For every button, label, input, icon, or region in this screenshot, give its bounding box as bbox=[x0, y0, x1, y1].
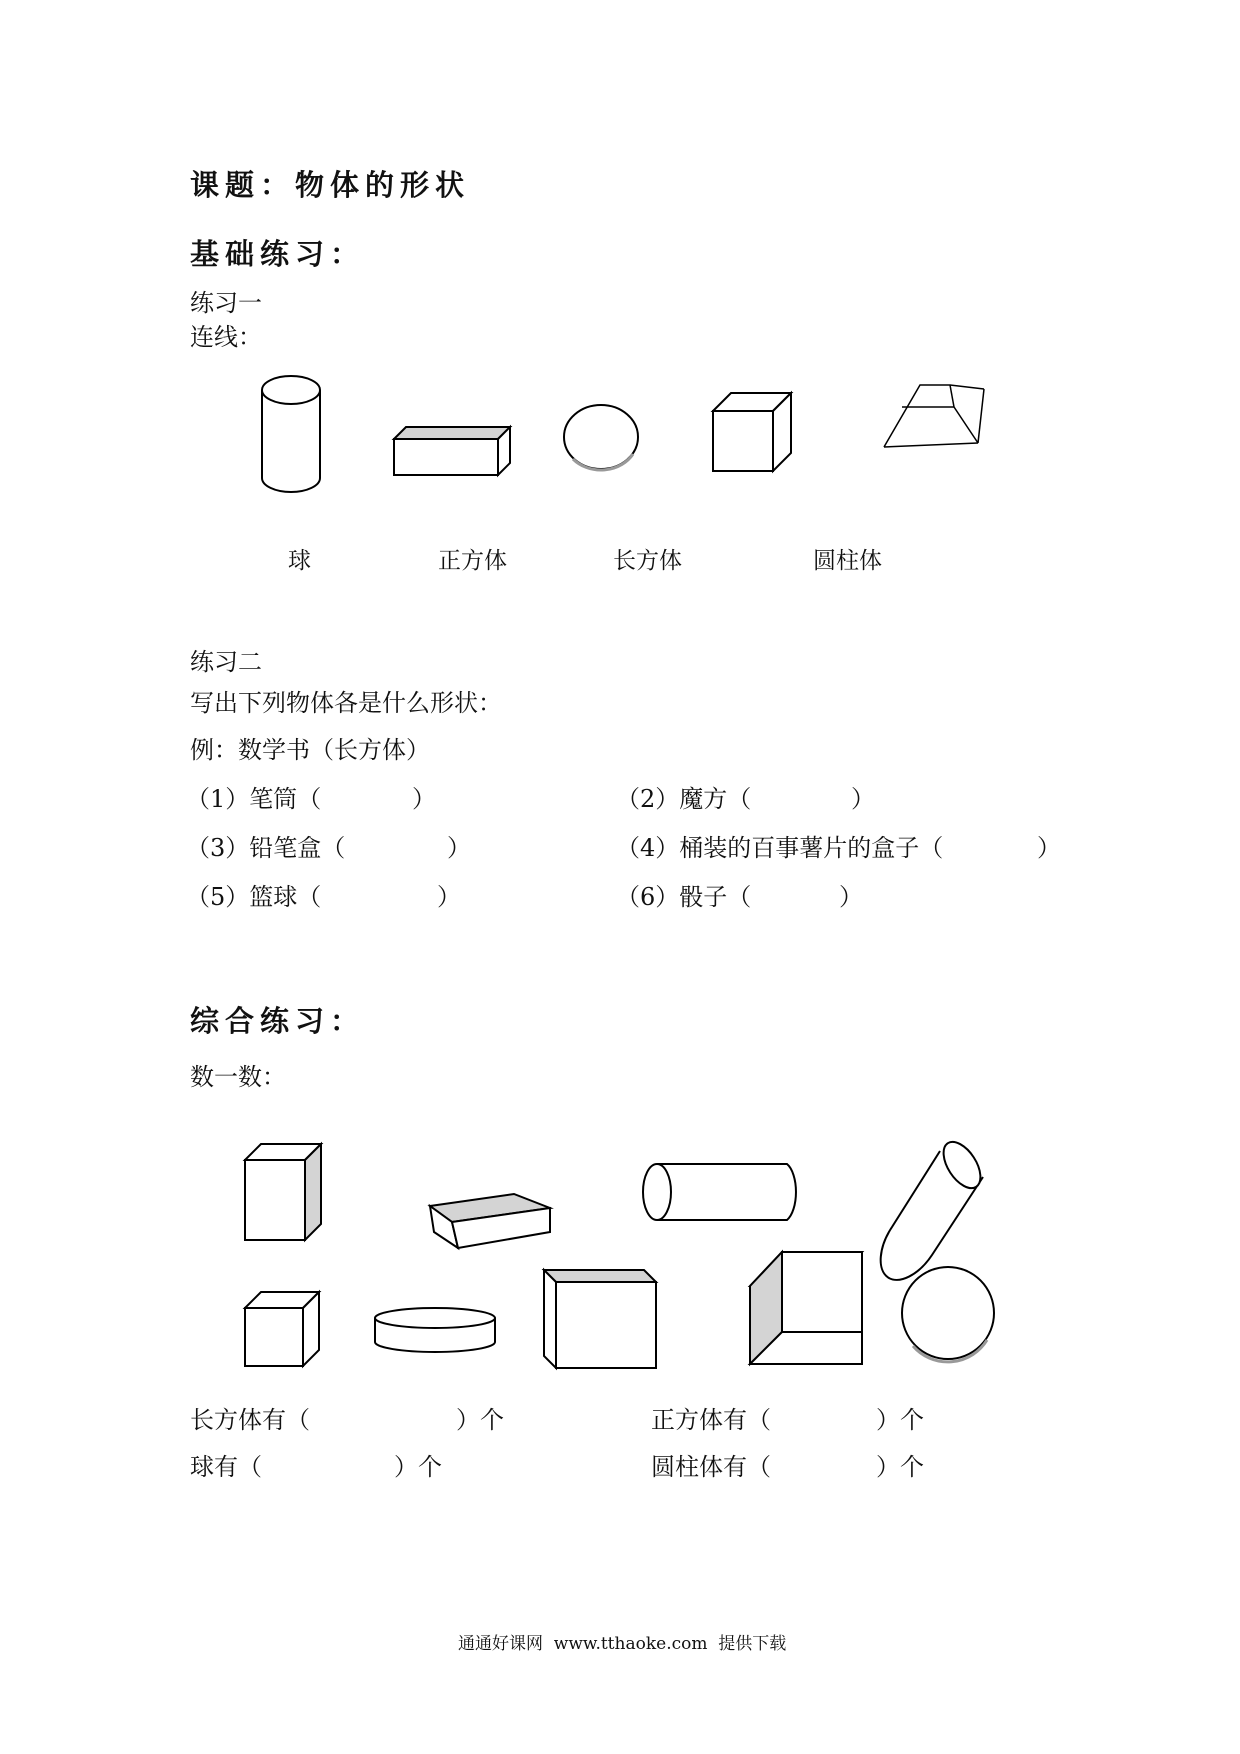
sphere-icon bbox=[899, 1264, 997, 1364]
question-2 bbox=[616, 779, 751, 814]
cylinder-icon bbox=[888, 1143, 988, 1269]
sphere-icon bbox=[561, 402, 641, 472]
question-1-close: ） bbox=[412, 785, 436, 813]
basic-practice-heading: 基础练习： bbox=[190, 237, 366, 271]
count-sphere-close: ）个 bbox=[394, 1453, 442, 1481]
cylinder-icon bbox=[373, 1306, 497, 1354]
count-cuboid: 长方体有（ bbox=[190, 1406, 310, 1434]
question-4-close: ） bbox=[1037, 834, 1061, 862]
count-cylinder: 圆柱体有（ bbox=[651, 1453, 771, 1481]
cylinder-icon bbox=[641, 1160, 803, 1224]
question-number: （2） bbox=[616, 785, 680, 813]
count-cylinder-close: ）个 bbox=[876, 1453, 924, 1481]
question-text: 篮球（ bbox=[249, 883, 322, 911]
exercise-1-title: 练习一 bbox=[190, 289, 262, 317]
question-text: 桶装的百事薯片的盒子（ bbox=[679, 834, 944, 862]
question-text: 铅笔盒（ bbox=[249, 834, 346, 862]
question-number: （5） bbox=[186, 883, 250, 911]
cube-icon bbox=[748, 1250, 864, 1366]
question-3-close: ） bbox=[447, 834, 471, 862]
cube-icon bbox=[711, 391, 793, 473]
cylinder-icon bbox=[258, 373, 324, 495]
question-text: 笔筒（ bbox=[249, 785, 322, 813]
count-cube: 正方体有（ bbox=[651, 1406, 771, 1434]
label-cylinder: 圆柱体 bbox=[813, 548, 882, 574]
exercise-1-instruction: 连线： bbox=[190, 323, 262, 351]
question-2-close: ） bbox=[851, 785, 875, 813]
cuboid-icon bbox=[392, 423, 514, 477]
count-cuboid-close: ）个 bbox=[456, 1406, 504, 1434]
question-text: 骰子（ bbox=[679, 883, 752, 911]
question-4 bbox=[616, 828, 943, 863]
cube-icon bbox=[243, 1290, 321, 1368]
question-number: （4） bbox=[616, 834, 680, 862]
footer-text: 通通好课网 www.tthaoke.com 提供下载 bbox=[458, 1634, 787, 1654]
question-5-close: ） bbox=[437, 883, 461, 911]
count-instruction: 数一数： bbox=[190, 1063, 286, 1091]
label-sphere: 球 bbox=[288, 548, 311, 574]
question-number: （3） bbox=[186, 834, 250, 862]
question-6-close: ） bbox=[839, 883, 863, 911]
count-cube-close: ）个 bbox=[876, 1406, 924, 1434]
page-title: 课题：物体的形状 bbox=[190, 168, 471, 202]
question-1 bbox=[186, 779, 321, 814]
question-5 bbox=[186, 877, 321, 912]
slanted-prism-icon bbox=[882, 383, 986, 447]
combined-practice-heading: 综合练习： bbox=[190, 1004, 366, 1038]
cuboid-icon bbox=[428, 1190, 552, 1252]
question-number: （1） bbox=[186, 785, 250, 813]
cuboid-icon bbox=[542, 1268, 658, 1370]
exercise-2-instruction: 写出下列物体各是什么形状： bbox=[190, 689, 502, 717]
question-3 bbox=[186, 828, 345, 863]
exercise-2-title: 练习二 bbox=[190, 648, 262, 676]
label-cube: 正方体 bbox=[438, 548, 507, 574]
exercise-2-example: 例：数学书（长方体） bbox=[190, 736, 430, 764]
question-6 bbox=[616, 877, 751, 912]
label-cuboid: 长方体 bbox=[613, 548, 682, 574]
question-text: 魔方（ bbox=[679, 785, 752, 813]
count-sphere: 球有（ bbox=[190, 1453, 262, 1481]
cuboid-icon bbox=[243, 1142, 323, 1242]
question-number: （6） bbox=[616, 883, 680, 911]
